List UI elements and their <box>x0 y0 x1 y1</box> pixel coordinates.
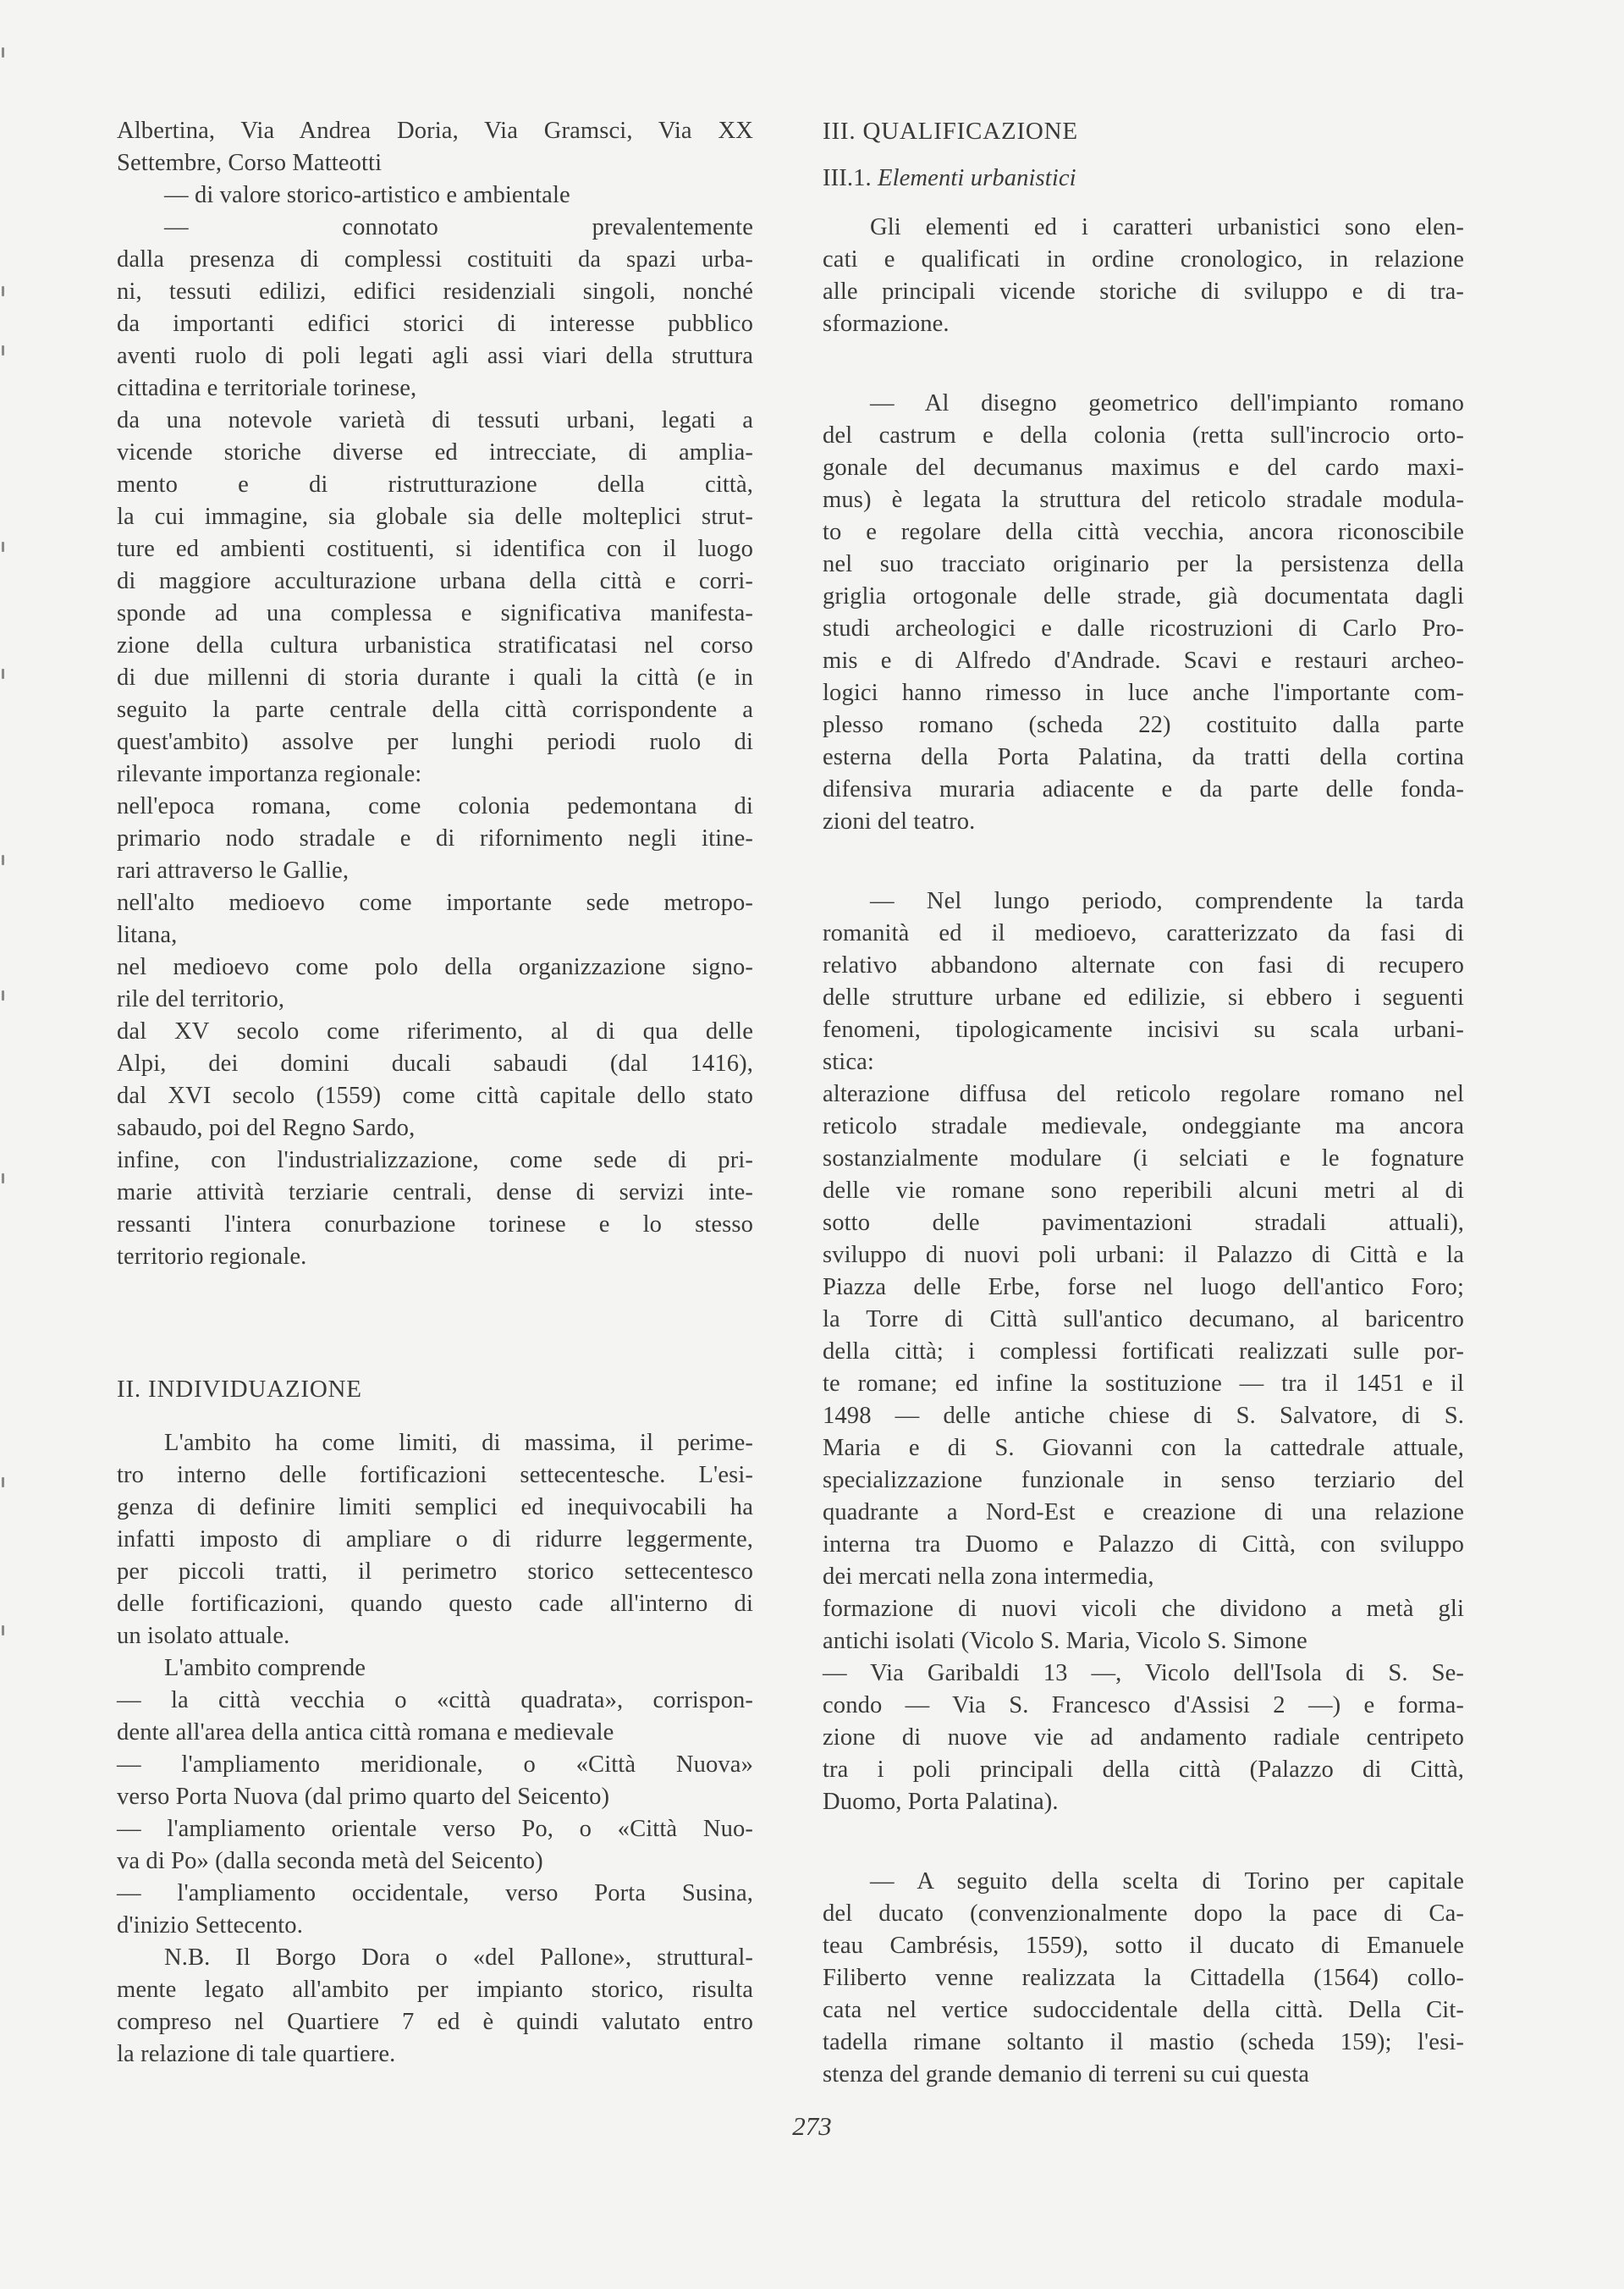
text-line: stica: <box>823 1049 874 1075</box>
text-line: stenza del grande demanio di terreni su cui questa <box>823 2061 1310 2088</box>
section-heading-individuazione: II. INDIVIDUAZIONE <box>117 1376 362 1403</box>
text-line: la cui immagine, sia globale sia delle molteplici strut- <box>117 504 753 530</box>
text-line: Duomo, Porta Palatina). <box>823 1789 1059 1815</box>
text-line: quest'ambito) assolve per lunghi periodi ruolo di <box>117 729 753 755</box>
text-line: — Via Garibaldi 13 —, Vicolo dell'Isola di S. Se- <box>823 1660 1464 1686</box>
text-line: — la città vecchia o «città quadrata», corrispon- <box>117 1687 753 1713</box>
text-line: sviluppo di nuovi poli urbani: il Palazzo di Città e la <box>823 1242 1464 1268</box>
text-line: primario nodo stradale e di rifornimento negli itine- <box>117 825 753 852</box>
text-line: griglia ortogonale delle strade, già documentata dagli <box>823 583 1464 609</box>
text-line: la Torre di Città sull'antico decumano, al baricentro <box>823 1306 1464 1332</box>
text-line: del ducato (convenzionalmente dopo la pace di Ca- <box>823 1900 1464 1927</box>
text-line: nell'epoca romana, come colonia pedemontana di <box>117 793 753 819</box>
text-line: zione di nuove vie ad andamento radiale centripeto <box>823 1724 1464 1751</box>
text-line: un isolato attuale. <box>117 1623 290 1649</box>
text-line: teau Cambrésis, 1559), sotto il ducato di Emanuele <box>823 1933 1464 1959</box>
text-line: 1498 — delle antiche chiese di S. Salvatore, di S. <box>823 1403 1464 1429</box>
text-line: — A seguito della scelta di Torino per capitale <box>870 1868 1464 1895</box>
text-line: dente all'area della antica città romana e medievale <box>117 1719 614 1746</box>
text-line: Alpi, dei domini ducali sabaudi (dal 1416), <box>117 1051 753 1077</box>
text-line: infatti imposto di ampliare o di ridurre leggermente, <box>117 1526 753 1553</box>
text-line: Maria e di S. Giovanni con la cattedrale attuale, <box>823 1435 1464 1461</box>
text-line: logici hanno rimesso in luce anche l'importante com- <box>823 680 1464 706</box>
text-line: mento e di ristrutturazione della città, <box>117 472 753 498</box>
paragraph-intro <box>823 212 1464 340</box>
text-line: formazione di nuovi vicoli che dividono a metà gli <box>823 1596 1464 1622</box>
text-line: dalla presenza di complessi costituiti da spazi urba- <box>117 246 753 273</box>
text-line: aventi ruolo di poli legati agli assi viari della struttura <box>117 343 753 369</box>
text-line: nel suo tracciato originario per la persistenza della <box>823 551 1464 577</box>
text-line: rilevante importanza regionale: <box>117 761 422 787</box>
text-line: zioni del teatro. <box>823 808 976 835</box>
text-line: specializzazione funzionale in senso terziario del <box>823 1467 1464 1493</box>
text-line: L'ambito ha come limiti, di massima, il perime- <box>164 1430 753 1456</box>
text-line: alle principali vicende storiche di sviluppo e di tra- <box>823 279 1464 305</box>
subsection-number: III.1. <box>823 165 872 191</box>
text-line: to e regolare della città vecchia, ancora riconoscibile <box>823 519 1464 545</box>
text-line: mis e di Alfredo d'Andrade. Scavi e restauri archeo- <box>823 648 1464 674</box>
text-line: esterna della Porta Palatina, da tratti della cortina <box>823 744 1464 770</box>
text-line: vicende storiche diverse ed intrecciate, di amplia- <box>117 439 753 466</box>
text-line: nell'alto medioevo come importante sede metropo- <box>117 890 753 916</box>
text-line: tadella rimane soltanto il mastio (scheda 159); l'esi- <box>823 2029 1464 2055</box>
text-line: zione della cultura urbanistica stratificatasi nel corso <box>117 632 753 659</box>
text-line: verso Porta Nuova (dal primo quarto del Seicento) <box>117 1784 610 1810</box>
text-line: gonale del decumanus maximus e del cardo maxi- <box>823 455 1464 481</box>
text-line: della città; i complessi fortificati realizzati sulle por- <box>823 1338 1464 1365</box>
text-line: cata nel vertice sudoccidentale della città. Della Cit- <box>823 1997 1464 2023</box>
intro-text <box>117 115 753 1273</box>
text-line: cittadina e territoriale torinese, <box>117 375 417 401</box>
text-line: mus) è legata la struttura del reticolo stradale modula- <box>823 487 1464 513</box>
text-line: genza di definire limiti semplici ed inequivocabili ha <box>117 1494 753 1520</box>
text-line: compreso nel Quartiere 7 ed è quindi valutato entro <box>117 2009 753 2035</box>
text-line: dei mercati nella zona intermedia, <box>823 1564 1154 1590</box>
text-line: romanità ed il medioevo, caratterizzato da fasi di <box>823 920 1464 946</box>
text-line: Albertina, Via Andrea Doria, Via Gramsci, Via XX <box>117 118 753 144</box>
text-line: ressanti l'intera conurbazione torinese e lo stesso <box>117 1211 753 1238</box>
subsection-title: Elementi urbanistici <box>878 165 1076 191</box>
text-line: fenomeni, tipologicamente incisivi su scala urbani- <box>823 1017 1464 1043</box>
text-line: da una notevole varietà di tessuti urbani, legati a <box>117 407 753 433</box>
text-line: di due millenni di storia durante i quali la città (e in <box>117 665 753 691</box>
scan-edge-marks <box>0 0 12 2289</box>
text-line: reticolo stradale medievale, ondeggiante ma ancora <box>823 1113 1464 1139</box>
text-line: studi archeologici e dalle ricostruzioni di Carlo Pro- <box>823 615 1464 642</box>
text-line: per piccoli tratti, il perimetro storico settecentesco <box>117 1558 753 1585</box>
text-line: tro interno delle fortificazioni settecentesche. L'esi- <box>117 1462 753 1488</box>
text-line: te romane; ed infine la sostituzione — tra il 1451 e il <box>823 1371 1464 1397</box>
text-line: ni, tessuti edilizi, edifici residenziali singoli, nonché <box>117 279 753 305</box>
text-line: la relazione di tale quartiere. <box>117 2041 396 2067</box>
paragraph-cittadella <box>823 1866 1464 2091</box>
text-line: difensiva muraria adiacente e da parte delle fonda- <box>823 776 1464 803</box>
text-line: sostanzialmente modulare (i selciati e le fognature <box>823 1145 1464 1172</box>
text-line: L'ambito comprende <box>164 1655 366 1681</box>
text-line: marie attività terziarie centrali, dense di servizi inte- <box>117 1179 753 1205</box>
text-line: interna tra Duomo e Palazzo di Città, con sviluppo <box>823 1531 1464 1558</box>
text-line: mente legato all'ambito per impianto storico, risulta <box>117 1977 753 2003</box>
page-number: 273 <box>792 2111 832 2141</box>
text-line: sabaudo, poi del Regno Sardo, <box>117 1115 416 1141</box>
text-line: — l'ampliamento orientale verso Po, o «Città Nuo- <box>117 1816 753 1842</box>
text-line: condo — Via S. Francesco d'Assisi 2 —) e forma- <box>823 1692 1464 1718</box>
text-line: delle strutture urbane ed edilizie, si ebbero i seguenti <box>823 985 1464 1011</box>
text-line: di maggiore acculturazione urbana della città e corri- <box>117 568 753 594</box>
individuazione-text <box>117 1427 753 2071</box>
left-column <box>117 115 753 2071</box>
text-line: del castrum e della colonia (retta sull'incrocio orto- <box>823 422 1464 449</box>
text-line: dal XV secolo come riferimento, al di qua delle <box>117 1018 753 1045</box>
section-heading-qualificazione: III. QUALIFICAZIONE <box>823 118 1078 145</box>
paragraph-medieval <box>823 885 1464 1818</box>
text-line: relativo abbandono alternate con fasi di recupero <box>823 952 1464 979</box>
text-line: territorio regionale. <box>117 1244 307 1270</box>
text-line: Gli elementi ed i caratteri urbanistici sono elen- <box>870 214 1464 240</box>
text-line: sformazione. <box>823 311 950 337</box>
paragraph-roman-plan <box>823 388 1464 838</box>
text-line: Piazza delle Erbe, forse nel luogo dell'antico Foro; <box>823 1274 1464 1300</box>
text-line: va di Po» (dalla seconda metà del Seicento) <box>117 1848 543 1874</box>
text-line: rari attraverso le Gallie, <box>117 858 350 884</box>
text-line: delle vie romane sono reperibili alcuni metri al di <box>823 1178 1464 1204</box>
text-line: — Al disegno geometrico dell'impianto romano <box>870 390 1464 416</box>
text-line: alterazione diffusa del reticolo regolare romano nel <box>823 1081 1464 1107</box>
text-line: sponde ad una complessa e significativa manifesta- <box>117 600 753 626</box>
text-line: sotto delle pavimentazioni stradali attuali), <box>823 1210 1464 1236</box>
text-line: cati e qualificati in ordine cronologico, in relazione <box>823 246 1464 273</box>
text-line: tra i poli principali della città (Palazzo di Città, <box>823 1757 1464 1783</box>
text-line: ture ed ambienti costituenti, si identifica con il luogo <box>117 536 753 562</box>
text-line: plesso romano (scheda 22) costituito dalla parte <box>823 712 1464 738</box>
text-line: — l'ampliamento occidentale, verso Porta Susina, <box>117 1880 753 1906</box>
text-line: quadrante a Nord-Est e creazione di una relazione <box>823 1499 1464 1525</box>
text-line: — Nel lungo periodo, comprendente la tarda <box>870 888 1464 914</box>
text-line: — l'ampliamento meridionale, o «Città Nuova» <box>117 1751 753 1778</box>
text-line: delle fortificazioni, quando questo cade all'interno di <box>117 1591 753 1617</box>
text-line: — connotato prevalentemente <box>164 214 753 240</box>
text-line: dal XVI secolo (1559) come città capitale dello stato <box>117 1083 753 1109</box>
text-line: infine, con l'industrializzazione, come sede di pri- <box>117 1147 753 1173</box>
text-line: — di valore storico-artistico e ambientale <box>164 182 570 208</box>
text-line: Settembre, Corso Matteotti <box>117 150 383 176</box>
text-line: litana, <box>117 922 178 948</box>
text-line: N.B. Il Borgo Dora o «del Pallone», struttural- <box>164 1944 753 1971</box>
text-line: da importanti edifici storici di interesse pubblico <box>117 311 753 337</box>
text-line: Filiberto venne realizzata la Cittadella (1564) collo- <box>823 1965 1464 1991</box>
right-column <box>823 115 1464 2091</box>
text-line: seguito la parte centrale della città corrispondente a <box>117 697 753 723</box>
text-line: d'inizio Settecento. <box>117 1912 303 1939</box>
text-line: nel medioevo come polo della organizzazione signo- <box>117 954 753 980</box>
text-line: rile del territorio, <box>117 986 285 1012</box>
subsection-heading <box>823 163 1464 195</box>
text-line: antichi isolati (Vicolo S. Maria, Vicolo S. Simone <box>823 1628 1307 1654</box>
